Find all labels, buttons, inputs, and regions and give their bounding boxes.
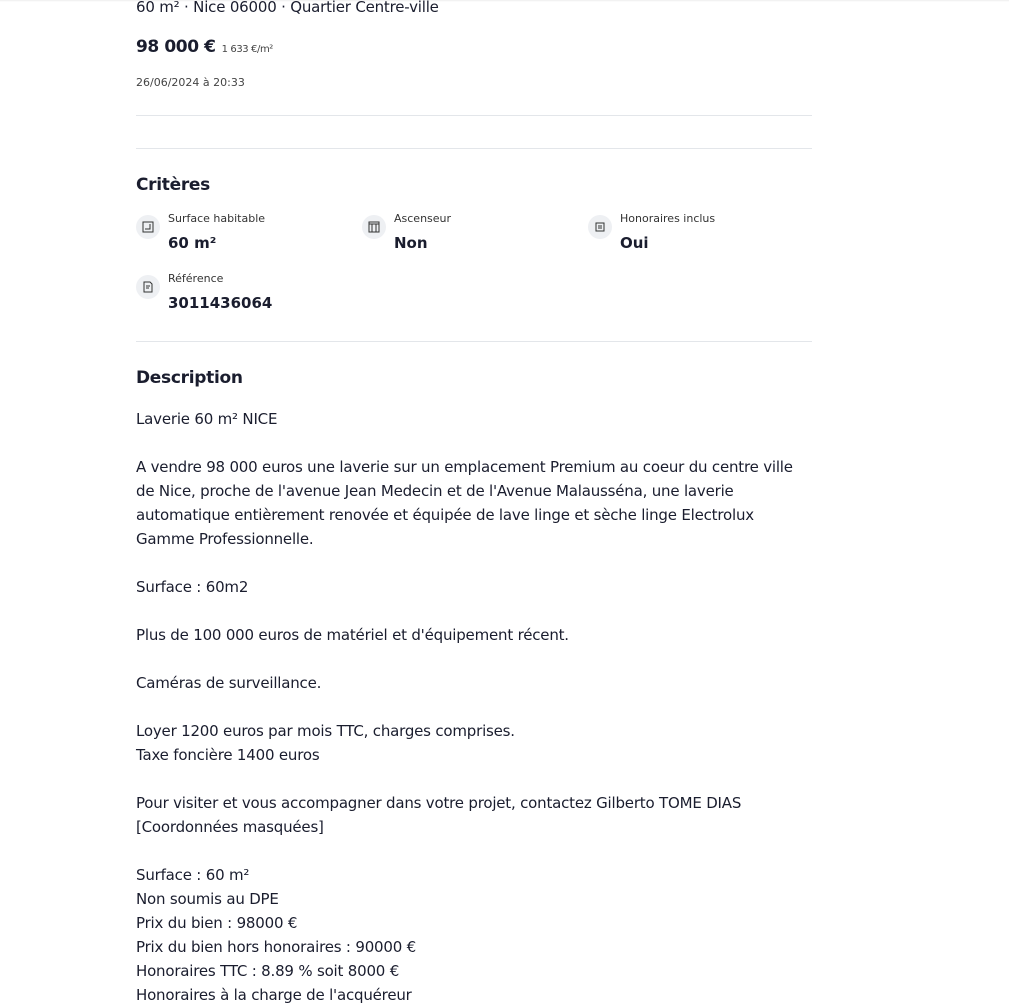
description-text — [136, 407, 812, 1007]
description-line: Laverie 60 m² NICE — [136, 410, 278, 428]
criteria-item — [588, 212, 814, 262]
criteria-value: 60 m² — [168, 234, 217, 252]
description-line: Surface : 60 m² — [136, 866, 250, 884]
criteria-title: Critères — [136, 175, 210, 195]
description-title: Description — [136, 368, 243, 388]
criteria-label: Ascenseur — [394, 212, 452, 225]
divider — [136, 115, 812, 116]
criteria-value: Non — [394, 234, 428, 252]
description-line: Plus de 100 000 euros de matériel et d'équipement récent. — [136, 626, 569, 644]
fees-icon — [588, 215, 612, 239]
listing-date: 26/06/2024 à 20:33 — [136, 76, 245, 89]
description-line — [136, 599, 812, 623]
criteria-label: Référence — [168, 272, 224, 285]
price-per-m2: 1 633 €/m² — [221, 44, 273, 55]
description-line: Prix du bien hors honoraires : 90000 € — [136, 938, 416, 956]
description-line — [136, 839, 812, 863]
description-line: Non soumis au DPE — [136, 890, 279, 908]
divider — [136, 341, 812, 342]
description-line — [136, 767, 812, 791]
description-line: Prix du bien : 98000 € — [136, 914, 298, 932]
description-line: Pour visiter et vous accompagner dans votre projet, contactez Gilberto TOME DIAS [Coordonnées masquées] — [136, 794, 742, 836]
criteria-item — [136, 272, 362, 322]
listing-subtitle: 60 m² · Nice 06000 · Quartier Centre-ville — [136, 0, 439, 16]
description-line: Honoraires à la charge de l'acquéreur — [136, 986, 412, 1004]
description-line: Honoraires TTC : 8.89 % soit 8000 € — [136, 962, 400, 980]
description-line: Surface : 60m2 — [136, 578, 249, 596]
reference-icon — [136, 275, 160, 299]
listing-price — [136, 37, 273, 57]
description-line: Taxe foncière 1400 euros — [136, 746, 320, 764]
elevator-icon — [362, 215, 386, 239]
description-line: Loyer 1200 euros par mois TTC, charges comprises. — [136, 722, 515, 740]
divider — [136, 148, 812, 149]
description-line — [136, 551, 812, 575]
description-line — [136, 695, 812, 719]
criteria-item — [362, 212, 588, 262]
surface-icon — [136, 215, 160, 239]
description-line — [136, 647, 812, 671]
criteria-item — [136, 212, 362, 262]
criteria-label: Honoraires inclus — [620, 212, 716, 225]
description-line — [136, 431, 812, 455]
description-line: Caméras de surveillance. — [136, 674, 322, 692]
criteria-label: Surface habitable — [168, 212, 266, 225]
criteria-value: Oui — [620, 234, 649, 252]
description-line: A vendre 98 000 euros une laverie sur un emplacement Premium au coeur du centre ville de Nice, proche de l'avenue Jean Medecin et de l'Avenue Malausséna, une laverie automatique entièrement renovée et équipée de lave linge et sèche linge Electrolux Gamme Professionnelle. — [136, 458, 793, 548]
criteria-value: 3011436064 — [168, 294, 273, 312]
price-value: 98 000 € — [136, 37, 216, 57]
